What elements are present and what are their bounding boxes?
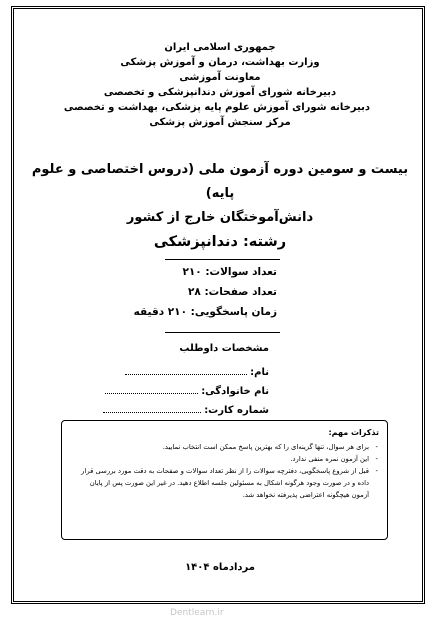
header-line: دبیرخانه شورای آموزش دندانپزشکی و تخصصی (103, 87, 337, 98)
header-line: جمهوری اسلامی ایران (164, 42, 276, 53)
ministry-header (63, 40, 370, 130)
note-item: - این آزمون نمره منفی ندارد. (72, 453, 369, 465)
card-row (103, 403, 269, 416)
divider (165, 259, 280, 260)
watermark: Dentlearn.ir (170, 608, 224, 618)
candidate-section-title: مشخصات داوطلب (179, 343, 269, 354)
card-label: شماره کارت: (204, 405, 269, 416)
name-field[interactable] (125, 365, 247, 375)
exam-date: مردادماه ۱۴۰۴ (185, 562, 255, 573)
family-row (105, 384, 269, 397)
exam-field: رشته: دندانپزشکی (153, 234, 287, 250)
exam-title: بیست و سومین دوره آزمون ملی (دروس اختصاصی و علوم پایه) (31, 162, 409, 201)
notes-box (61, 420, 388, 540)
header-line: معاونت آموزشی (179, 72, 261, 83)
note-item: - برای هر سوال، تنها گزینه‌ای را که بهترین پاسخ ممکن است انتخاب نمایید. (72, 441, 369, 453)
header-line: دبیرخانه شورای آموزش علوم پایه پزشکی، بهداشت و تخصصی (63, 102, 370, 113)
name-row (125, 365, 269, 378)
question-count: تعداد سوالات: ۲۱۰ (182, 266, 277, 278)
header-line: مرکز سنجش آموزش پزشکی (149, 117, 291, 128)
divider (165, 332, 280, 333)
page-count: تعداد صفحات: ۲۸ (187, 286, 277, 298)
note-item: - قبل از شروع پاسخگویی، دفترچه سوالات را از نظر تعداد سوالات و صفحات به دقت مورد بررسی قرار داده و در صورت وجود هرگونه اشکال به مسئولین جلسه اطلاع دهید. در غیر این صورت پس از پایان آزمون هیچگونه اعتراضی پذیرفته نخواهد شد. (72, 465, 369, 501)
exam-subtitle: دانش‌آموختگان خارج از کشور (126, 210, 314, 225)
answer-time: زمان پاسخگویی: ۲۱۰ دقیقه (133, 306, 277, 318)
name-label: نام: (250, 367, 269, 378)
exam-info (133, 262, 277, 322)
header-line: وزارت بهداشت، درمان و آموزش پزشکی (120, 57, 320, 68)
family-field[interactable] (105, 384, 198, 394)
card-number-field[interactable] (103, 403, 201, 413)
notes-title: تذکرات مهم: (328, 428, 379, 437)
family-label: نام خانوادگی: (201, 386, 269, 397)
notes-list (72, 441, 379, 501)
exam-title-block (20, 158, 420, 254)
